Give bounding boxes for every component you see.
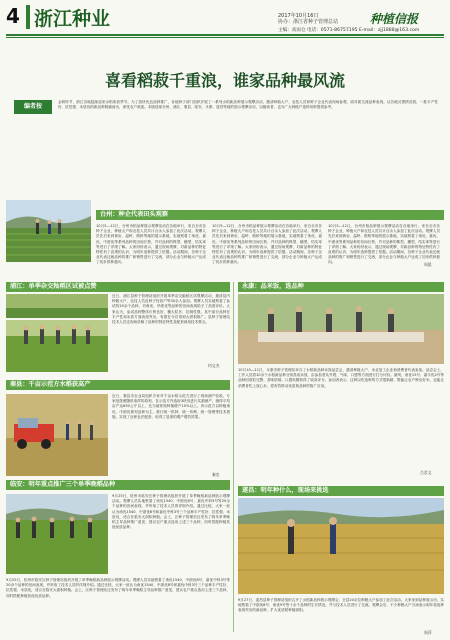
- section-title-yongkang: 永康：品米饭，选品种: [238, 282, 444, 292]
- photo-pujiang-group: [6, 294, 108, 318]
- article-taizhou-col2: 10月5—12日，台州市稻品种展示观摩活动在各地举行，来自全市各种子企业、种植大户和农技人员共计百余人参加了此次活动。观摩人员先后来到黄岩、温岭、路桥等地的展示基地，实地察看了甬优、嘉优、中浙优等系列品种的田间长势，并对品种的株型、穗型、结实率等进行了详细了解。大家纷纷表示，通过现场观摩，对新品种的特征特性有了直观的认识，为明年选种提供了依据。活动期间，各种子企业代表还就品种的推广和销售进行了交流，部分企业与种植大户达成了初步供种意向。: [212, 224, 322, 265]
- page-header: [0, 0, 450, 34]
- article-taizhou-col1: 10月5—12日，台州市稻品种展示观摩活动在各地举行，来自全市各种子企业、种植大户和农技人员共计百余人参加了此次活动。观摩人员先后来到黄岩、温岭、路桥等地的展示基地，实地察看了甬优、嘉优、中浙优等系列品种的田间长势，并对品种的株型、穗型、结实率等进行了详细了解。大家纷纷表示，通过现场观摩，对新品种的特征特性有了直观的认识，为明年选种提供了依据。活动期间，各种子企业代表还就品种的推广和销售进行了交流，部分企业与种植大户达成了初步供种意向。: [96, 224, 206, 265]
- section-title-pujiang: 浦江：单季杂交籼稻区试被点赞: [6, 282, 230, 292]
- page-section-name: 浙江种业: [34, 8, 111, 30]
- lead-paragraph: 金秋时节，浙江各地陆续迎来水稻收获季节。为了加快优良品种推广，各地种子部门组织开展了一系列水稻新品种展示观摩活动，邀请种植大户、农技人员和种子企业代表现场参观，面对面交流品种表现。从各地反馈情况看，一批丰产性好、抗性强、米质优的新品种脱颖而出，深受农户欢迎。本版选取台州、浦江、秦县、临安、永康、遂昌等地的展示观摩活动，以飨读者，也为广大种植户选种用种提供参考。: [58, 100, 438, 110]
- date-line: 2017年10月16日: [278, 13, 319, 19]
- newspaper-name: 种植信报: [370, 12, 419, 26]
- header-rule-thin: [6, 37, 444, 38]
- editor-note-label: 编者按: [14, 100, 52, 114]
- article-yongkang: 10月10—11日，永康市种子管理站举办了水稻新品种米饭品尝会，邀请种植大户、米业加工企业和消费者代表参加。品尝会上，工作人员将10余个水稻新品种分别蒸成米饭，由参加者从外观、气味、口感等方面进行打分评价。最终，甬优15号、嘉丰优2号等品种因饭粒完整、香味浓郁、口感软糯获得了较高评分。参加者表示，这种以吃选种的方式很新颖，既能让农户种出好米，也能让消费者吃上放心米，将有效推动优质稻品种的推广应用。: [238, 368, 444, 388]
- org-line: 协办：浙江省种子管理总站: [278, 19, 339, 26]
- section-title-taizhou: 台州：种企代表田头观察: [96, 210, 444, 220]
- section-title-suichang: 遂昌：明年种什么，现场来挑选: [238, 486, 444, 496]
- article-qinxian: 近日，秦县市农业局组织专家对千亩水稻示范方进行了现场测产验收。专家组按照随机取样的原则，在示范方内选取3块田进行实割测产，测得平均亩产达650公斤以上，比当地常规种植增产10%以上。该示范方以种植甬优、中浙优系列品种为主，推行统一供种、统一育秧、统一管理等技术措施，实现了良种良法配套，取得了显著的增产增效效果。: [112, 394, 230, 419]
- byline-qinxian: 秦农: [212, 472, 220, 477]
- article-linan: 9月25日，杭州市临安区种子管理站组织开展了单季晚稻新品种展示观摩活动。观摩人员实地察看了甬优1540、中浙优8号、嘉优中科3号等20余个品种的田间表现，并听取了技术人员的详细介绍。通过比较，大家一致认为甬优1540、中浙优8号和嘉优中科3号三个品种丰产性好、抗性强、米质优，适合在临安大面积种植。会上，区种子管理站还发布了明年单季晚稻主导品种推广意见，建议农户重点选用上述三个品种，同时搭配种植其他优质品种。: [112, 494, 230, 530]
- byline-yongkang: 吕君文: [420, 470, 432, 475]
- header-rule: [6, 34, 444, 36]
- editor-line: 主编：高雨仓 电话：0571-86757195 E-mail：zjj1888@163.com: [278, 28, 420, 33]
- page-number: 4: [6, 4, 20, 28]
- article-suichang: 9月27日，遂昌县种子管理站组织召开了水稻新品种展示观摩会，全县20余位种粮大户参加了此次活动。大家来到品种展示田，实地察看了中浙优8号、甬优9号等十余个品种的生长情况，并与技术人员进行了交流。观摩会后，不少种粮大户当场表示明年将选种表现突出的新品种，扩大优质稻种植面积。: [238, 598, 444, 613]
- page-headline: 喜看稻菽千重浪，谁家品种最风流: [104, 71, 345, 90]
- byline-suichang: 周萍: [424, 630, 432, 635]
- photo-qinxian-harvest: [6, 394, 108, 476]
- section-title-linan: 临安：明年重点推广三个单季晚稻品种: [6, 480, 230, 490]
- byline-pujiang: 何文杰: [208, 363, 220, 368]
- photo-pujiang-field: [6, 320, 108, 372]
- article-linan-cont: 9月25日，杭州市临安区种子管理站组织开展了单季晚稻新品种展示观摩活动。观摩人员实地察看了甬优1540、中浙优8号、嘉优中科3号等20余个品种的田间表现，并听取了技术人员的详细介绍。通过比较，大家一致认为甬优1540、中浙优8号和嘉优中科3号三个品种丰产性好、抗性强、米质优，适合在临安大面积种植。会上，区种子管理站还发布了明年单季晚稻主导品种推广意见，建议农户重点选用上述三个品种，同时搭配种植其他优质品种。: [6, 578, 230, 598]
- section-title-qinxian: 秦县：千亩示范方水稻获高产: [6, 380, 230, 390]
- article-taizhou-col3: 10月5—12日，台州市稻品种展示观摩活动在各地举行，来自全市各种子企业、种植大户和农技人员共计百余人参加了此次活动。观摩人员先后来到黄岩、温岭、路桥等地的展示基地，实地察看了甬优、嘉优、中浙优等系列品种的田间长势，并对品种的株型、穗型、结实率等进行了详细了解。大家纷纷表示，通过现场观摩，对新品种的特征特性有了直观的认识，为明年选种提供了依据。活动期间，各种子企业代表还就品种的推广和销售进行了交流，部分企业与种植大户达成了初步供种意向。: [328, 224, 440, 265]
- photo-taizhou-field: [6, 200, 91, 262]
- photo-linan-field: [6, 494, 108, 574]
- photo-suichang-field: [238, 498, 444, 594]
- column-divider: [233, 282, 234, 632]
- page-number-divider: [26, 5, 30, 29]
- page-info: [278, 13, 338, 25]
- article-pujiang: 近日，浦江县种子管理站组织开展单季杂交籼稻区试观摩活动，邀请县内种粮大户、农技人员及种子经营户等30余人参加。观摩人员实地察看了参试的20余个品种，对甬优、华浙优等品种的田间表现给予了高度评价。大家认为，参试品种整体长势良好，穗大粒多，抗倒性强，其中部分品种在丰产性和米质方面表现突出，有望在今后得到大面积推广。县种子管理站技术人员还现场讲解了品种的特征特性及配套栽培技术要点。: [112, 294, 230, 325]
- photo-yongkang-tasting: [238, 294, 444, 364]
- byline-taizhou: 周晨: [424, 262, 432, 267]
